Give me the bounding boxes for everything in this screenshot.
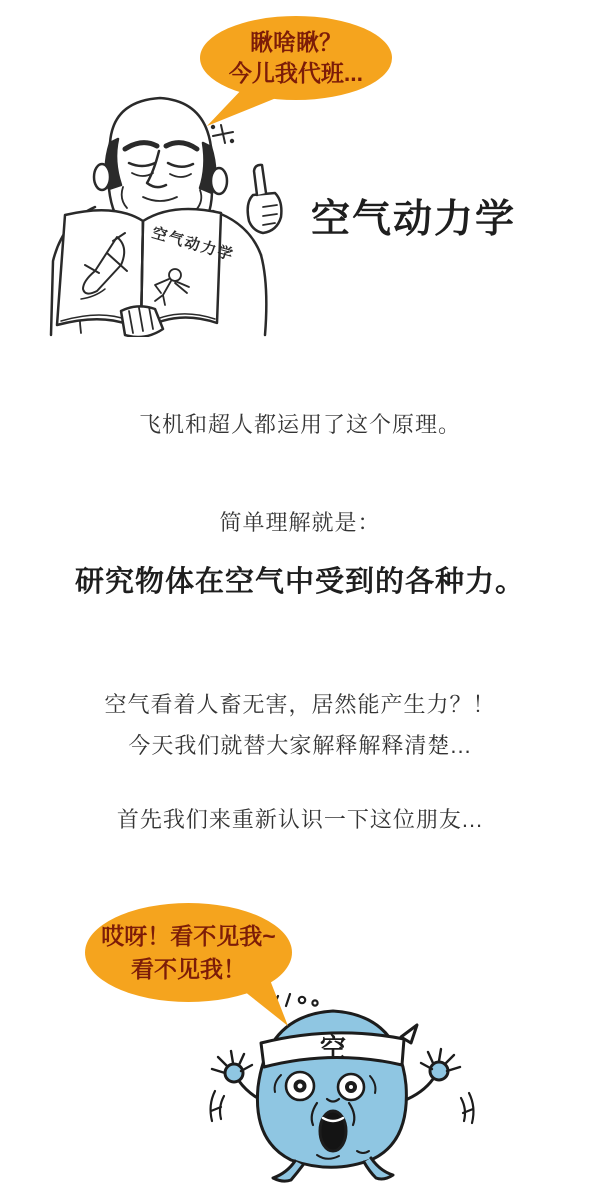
speech-bubble-bottom-line1: 哎呀！看不见我~ [101,922,276,949]
paragraph-explain-line2: 今天我们就替大家解释解释清楚... [128,733,472,758]
man-raised-finger [248,165,282,233]
speech-bubble-top [200,16,392,100]
speech-bubble-bottom [85,903,292,1002]
paragraph-explain-line1: 空气看着人畜无害，居然能产生力？！ [104,692,496,717]
paragraph-principle: 飞机和超人都运用了这个原理。 [138,412,461,437]
paragraph-simply-put: 简单理解就是： [219,510,381,535]
paragraph-definition: 研究物体在空气中受到的各种力。 [74,566,525,598]
paragraph-explain [0,684,600,766]
paragraph-meet-friend: 首先我们来重新认识一下这位朋友... [116,807,484,832]
speech-bubble-top-line1: 瞅啥瞅？ [250,29,342,55]
speech-bubble-top-line2: 今儿我代班... [228,60,364,86]
man-hand-holding-book [121,306,163,337]
page-title: 空气动力学 [311,198,517,241]
speech-bubble-bottom-line2: 看不见我！ [131,955,246,982]
headband-label: 空 [319,1033,347,1063]
book-title-text: 空气动力学 [149,224,237,265]
